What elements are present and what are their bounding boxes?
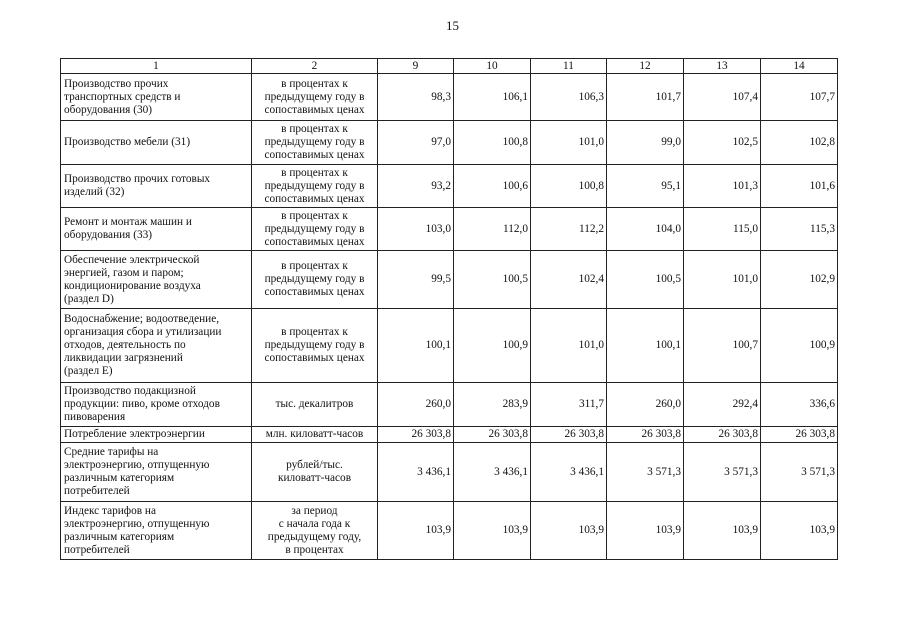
unit-line: сопоставимых ценах bbox=[264, 235, 365, 248]
value-cell: 99,5 bbox=[378, 251, 454, 309]
table-row bbox=[61, 383, 838, 427]
header-row bbox=[61, 59, 838, 74]
indicator-name-line: организация сбора и утилизации bbox=[64, 326, 222, 338]
indicator-name-line: изделий (32) bbox=[64, 186, 125, 198]
unit-cell bbox=[252, 251, 378, 309]
unit-line: сопоставимых ценах bbox=[264, 286, 365, 298]
indicator-name-cell bbox=[61, 251, 252, 309]
value-cell: 100,9 bbox=[761, 309, 838, 383]
value-cell: 93,2 bbox=[378, 165, 454, 208]
value-cell: 102,8 bbox=[761, 121, 838, 165]
unit-line: предыдущему году, bbox=[267, 530, 362, 543]
table-row bbox=[61, 502, 838, 560]
indicator-name-line: Производство прочих готовых bbox=[64, 173, 211, 185]
header-cell: 10 bbox=[454, 59, 531, 74]
value-cell: 107,7 bbox=[761, 74, 838, 121]
indicator-name-line: (раздел D) bbox=[64, 292, 114, 305]
value-cell: 336,6 bbox=[761, 383, 838, 427]
value-cell: 100,8 bbox=[454, 121, 531, 165]
indicator-name-cell bbox=[61, 121, 252, 165]
unit-cell bbox=[252, 208, 378, 251]
value-cell: 101,0 bbox=[531, 121, 607, 165]
value-cell: 103,9 bbox=[531, 502, 607, 560]
indicator-name-line: Производство мебели (31) bbox=[64, 136, 191, 148]
header-cell: 12 bbox=[607, 59, 684, 74]
header-cell: 13 bbox=[684, 59, 761, 74]
value-cell: 3 571,3 bbox=[761, 443, 838, 502]
value-cell: 100,1 bbox=[607, 309, 684, 383]
value-cell: 311,7 bbox=[531, 383, 607, 427]
value-cell: 112,2 bbox=[531, 208, 607, 251]
value-cell: 115,3 bbox=[761, 208, 838, 251]
indicator-name-cell bbox=[61, 309, 252, 383]
unit-line: сопоставимых ценах bbox=[264, 352, 365, 364]
indicator-name-line: энергией, газом и паром; bbox=[64, 266, 184, 279]
indicator-name-line: оборудования (30) bbox=[64, 103, 153, 116]
table-row bbox=[61, 443, 838, 502]
value-cell: 3 436,1 bbox=[378, 443, 454, 502]
indicator-name-line: оборудования (33) bbox=[64, 229, 153, 241]
table-row bbox=[61, 208, 838, 251]
unit-line: в процентах к bbox=[281, 209, 348, 222]
indicator-name-line: отходов, деятельность по bbox=[64, 339, 186, 351]
indicator-name-cell bbox=[61, 443, 252, 502]
unit-cell bbox=[252, 165, 378, 208]
unit-cell bbox=[252, 74, 378, 121]
unit-line: сопоставимых ценах bbox=[264, 192, 365, 205]
unit-line: сопоставимых ценах bbox=[264, 149, 365, 161]
value-cell: 103,0 bbox=[378, 208, 454, 251]
unit-line: в процентах bbox=[285, 543, 344, 556]
value-cell: 260,0 bbox=[378, 383, 454, 427]
header-cell: 9 bbox=[378, 59, 454, 74]
unit-cell bbox=[252, 443, 378, 502]
value-cell: 100,5 bbox=[607, 251, 684, 309]
value-cell: 26 303,8 bbox=[378, 427, 454, 443]
unit-line: млн. киловатт-часов bbox=[265, 428, 364, 440]
unit-line: с начала года к bbox=[278, 517, 351, 530]
unit-cell bbox=[252, 121, 378, 165]
value-cell: 26 303,8 bbox=[684, 427, 761, 443]
indicator-name-line: электроэнергию, отпущенную bbox=[64, 459, 210, 471]
value-cell: 115,0 bbox=[684, 208, 761, 251]
value-cell: 26 303,8 bbox=[454, 427, 531, 443]
indicator-name-cell bbox=[61, 383, 252, 427]
indicator-name-line: потребителей bbox=[64, 485, 130, 497]
indicator-name-line: кондиционирование воздуха bbox=[64, 279, 201, 292]
value-cell: 100,9 bbox=[454, 309, 531, 383]
value-cell: 99,0 bbox=[607, 121, 684, 165]
unit-line: в процентах к bbox=[281, 166, 348, 179]
value-cell: 3 571,3 bbox=[684, 443, 761, 502]
table-row bbox=[61, 427, 838, 443]
value-cell: 3 436,1 bbox=[531, 443, 607, 502]
indicator-name-cell bbox=[61, 208, 252, 251]
indicator-name-cell bbox=[61, 427, 252, 443]
unit-line: предыдущему году в bbox=[264, 90, 365, 103]
value-cell: 100,8 bbox=[531, 165, 607, 208]
value-cell: 283,9 bbox=[454, 383, 531, 427]
header-cell: 11 bbox=[531, 59, 607, 74]
value-cell: 100,5 bbox=[454, 251, 531, 309]
unit-line: предыдущему году в bbox=[264, 273, 365, 285]
indicator-name-line: электроэнергию, отпущенную bbox=[64, 517, 210, 530]
value-cell: 101,0 bbox=[684, 251, 761, 309]
value-cell: 101,3 bbox=[684, 165, 761, 208]
unit-line: за период bbox=[291, 504, 338, 517]
unit-cell bbox=[252, 427, 378, 443]
value-cell: 260,0 bbox=[607, 383, 684, 427]
value-cell: 3 571,3 bbox=[607, 443, 684, 502]
value-cell: 98,3 bbox=[378, 74, 454, 121]
value-cell: 103,9 bbox=[454, 502, 531, 560]
unit-line: тыс. декалитров bbox=[275, 398, 354, 410]
value-cell: 100,7 bbox=[684, 309, 761, 383]
value-cell: 101,6 bbox=[761, 165, 838, 208]
value-cell: 101,7 bbox=[607, 74, 684, 121]
indicator-name-line: пивоварения bbox=[64, 411, 126, 423]
indicator-name-line: Обеспечение электрической bbox=[64, 253, 200, 266]
unit-line: в процентах к bbox=[281, 77, 348, 90]
indicator-name-line: Индекс тарифов на bbox=[64, 504, 156, 517]
value-cell: 104,0 bbox=[607, 208, 684, 251]
indicator-name-cell bbox=[61, 74, 252, 121]
value-cell: 102,9 bbox=[761, 251, 838, 309]
indicator-name-line: Производство подакцизной bbox=[64, 385, 196, 397]
indicator-name-line: транспортных средств и bbox=[64, 90, 181, 103]
unit-line: предыдущему году в bbox=[264, 136, 365, 148]
unit-line: в процентах к bbox=[281, 260, 348, 272]
unit-cell bbox=[252, 502, 378, 560]
header-cell: 1 bbox=[61, 59, 252, 74]
value-cell: 103,9 bbox=[684, 502, 761, 560]
table-row bbox=[61, 74, 838, 121]
unit-line: киловатт-часов bbox=[277, 472, 352, 484]
table-row bbox=[61, 251, 838, 309]
unit-line: рублей/тыс. bbox=[286, 459, 343, 471]
unit-line: в процентах к bbox=[281, 123, 348, 135]
value-cell: 106,3 bbox=[531, 74, 607, 121]
unit-line: предыдущему году в bbox=[264, 222, 365, 235]
value-cell: 101,0 bbox=[531, 309, 607, 383]
unit-line: предыдущему году в bbox=[264, 339, 365, 351]
value-cell: 26 303,8 bbox=[607, 427, 684, 443]
value-cell: 103,9 bbox=[607, 502, 684, 560]
indicator-name-line: (раздел E) bbox=[64, 365, 113, 377]
indicator-name-line: различным категориям bbox=[64, 472, 175, 484]
unit-cell bbox=[252, 309, 378, 383]
value-cell: 3 436,1 bbox=[454, 443, 531, 502]
value-cell: 107,4 bbox=[684, 74, 761, 121]
indicator-name-line: Ремонт и монтаж машин и bbox=[64, 216, 192, 228]
indicator-name-line: продукции: пиво, кроме отходов bbox=[64, 398, 220, 410]
value-cell: 26 303,8 bbox=[761, 427, 838, 443]
value-cell: 292,4 bbox=[684, 383, 761, 427]
table-row bbox=[61, 309, 838, 383]
value-cell: 106,1 bbox=[454, 74, 531, 121]
header-cell: 2 bbox=[252, 59, 378, 74]
value-cell: 102,4 bbox=[531, 251, 607, 309]
value-cell: 103,9 bbox=[378, 502, 454, 560]
value-cell: 100,1 bbox=[378, 309, 454, 383]
indicator-name-line: потребителей bbox=[64, 543, 130, 556]
indicator-name-line: Средние тарифы на bbox=[64, 446, 159, 458]
table-body bbox=[61, 74, 838, 560]
indicator-name-line: Водоснабжение; водоотведение, bbox=[64, 313, 220, 325]
page-number: 15 bbox=[446, 18, 459, 33]
indicator-name-cell bbox=[61, 165, 252, 208]
unit-cell bbox=[252, 383, 378, 427]
value-cell: 102,5 bbox=[684, 121, 761, 165]
value-cell: 95,1 bbox=[607, 165, 684, 208]
value-cell: 97,0 bbox=[378, 121, 454, 165]
header-cell: 14 bbox=[761, 59, 838, 74]
value-cell: 100,6 bbox=[454, 165, 531, 208]
value-cell: 26 303,8 bbox=[531, 427, 607, 443]
forecast-table bbox=[60, 58, 838, 560]
indicator-name-line: ликвидации загрязнений bbox=[64, 352, 183, 364]
value-cell: 103,9 bbox=[761, 502, 838, 560]
indicator-name-line: различным категориям bbox=[64, 530, 175, 543]
indicator-name-line: Производство прочих bbox=[64, 77, 169, 90]
indicator-name-cell bbox=[61, 502, 252, 560]
table-row bbox=[61, 121, 838, 165]
indicator-name-line: Потребление электроэнергии bbox=[64, 428, 205, 440]
unit-line: предыдущему году в bbox=[264, 179, 365, 192]
unit-line: сопоставимых ценах bbox=[264, 103, 365, 116]
unit-line: в процентах к bbox=[281, 326, 348, 338]
value-cell: 112,0 bbox=[454, 208, 531, 251]
table-row bbox=[61, 165, 838, 208]
